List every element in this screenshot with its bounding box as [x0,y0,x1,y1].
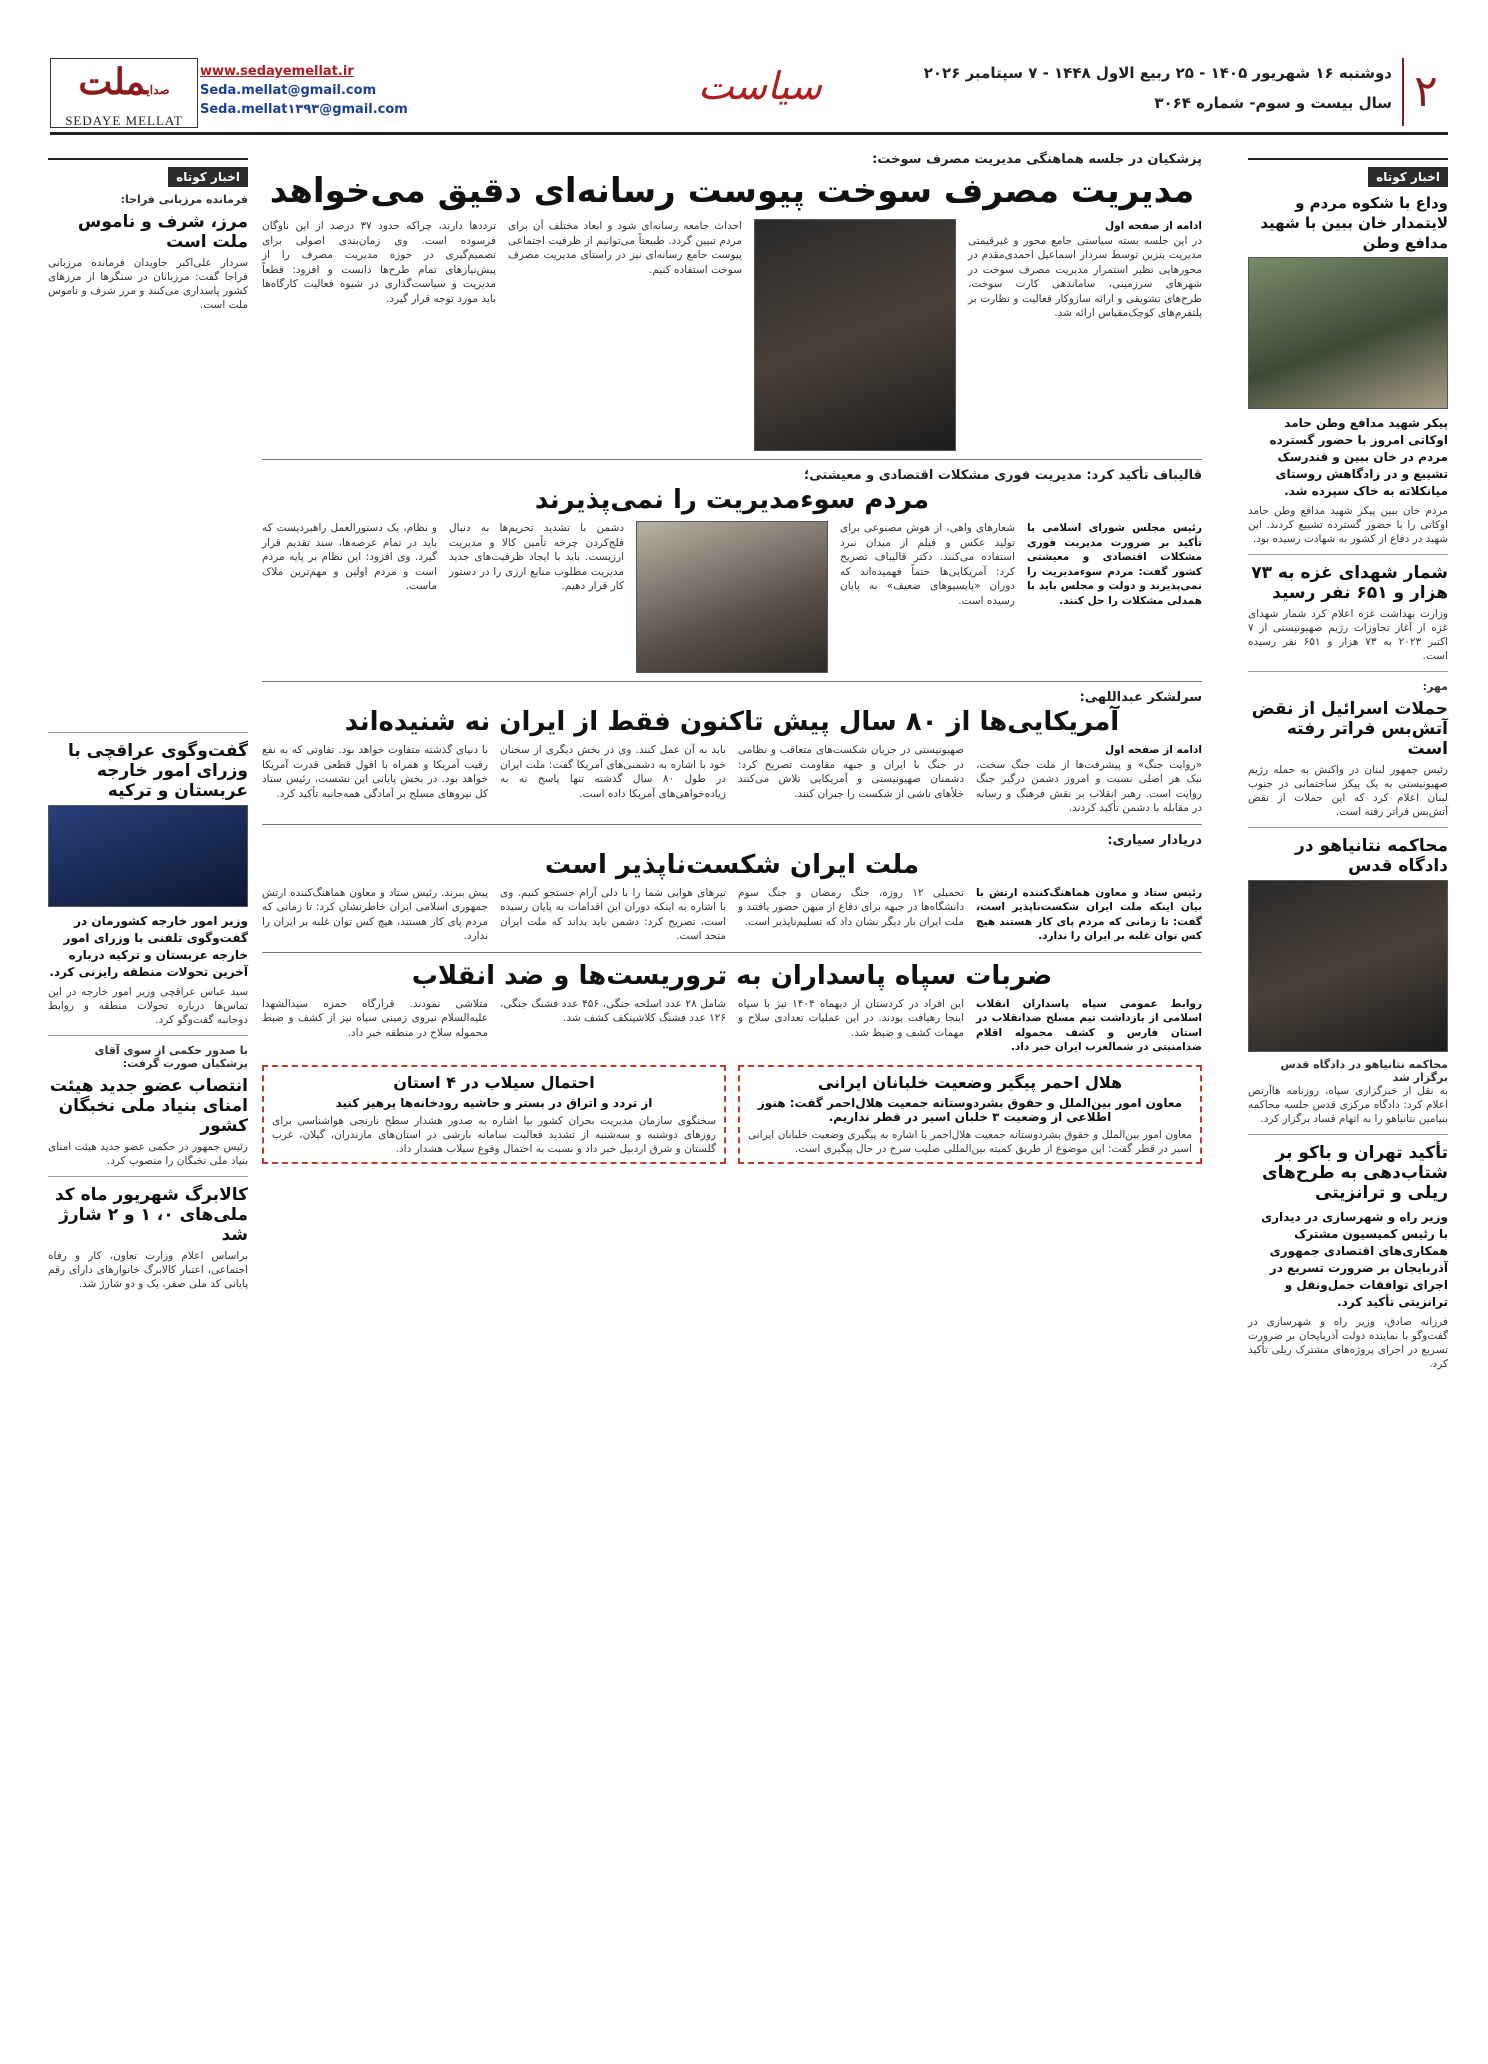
sidebar-kicker: با صدور حکمی از سوی آقای پزشکیان صورت گرفت: [94,1044,248,1070]
logo-english: SEDAYE MELLAT [65,113,183,128]
story-column: ترددها دارند، چراکه حدود ۳۷ درصد از این ناوگان فرسوده است. وی زمان‌بندی اصولی برای تصمیم‌گیری در حوزه مدیریت مصرف را از پیش‌نیازهای تمام طرح‌ها دانست و افزود: قطعاً مدیریت و سیاست‌گذاری در شیوه فعالیت کارگاه‌ها باید مورد توجه قرار گیرد. [262,220,497,305]
story-kicker: قالیباف تأکید کرد: مدیریت فوری مشکلات اقتصادی و معیشتی؛ [804,468,1202,483]
sidebar-headline: کالابرگ شهریور ماه کد ملی‌های ۰، ۱ و ۲ شارژ شد [54,1185,248,1245]
sidebar-body: رئیس جمهور لبنان در واکنش به حمله رژیم صهیونیستی به یک پیکر ساختمانی در جنوب لبنان اعلام کرد که این حملات از نقض آتش‌بس فراتر رفته است. [1248,764,1448,818]
story-sayari [262,833,1202,953]
story-column: رئیس ستاد و معاون هماهنگ‌کننده ارتش با بیان اینکه ملت ایران شکست‌ناپذیر است، گفت: تا زمانی که مردم پای کار هستند هیچ کس توان غلبه بر ایران را ندارد. [976,886,1202,942]
sidebar-lead: وزیر راه و شهرسازی در دیداری با رئیس کمیسیون مشترک همکاری‌های اقتصادی جمهوری آذربایجان بر ضرورت تسریع در اجرای توافقات حمل‌ونقل و ترانزیتی تأکید کرد. [1261,1210,1448,1309]
sidebar-body: براساس اعلام وزارت تعاون، کار و رفاه اجتماعی، اعتبار کالابرگ خانوارهای دارای رقم پایانی کد ملی صفر، یک و دو شارژ شد. [48,1250,248,1290]
sidebar-body: به نقل از خبرگزاری سپاه، روزنامه هاآرتص اعلام کرد: دادگاه مرکزی قدس جلسه محاکمه بنیامین نتانیاهو را به اتهام فساد برگزار کرد. [1248,1085,1448,1125]
sidebar-body: فرزانه صادق، وزیر راه و شهرسازی در گفت‌وگو با نماینده دولت آذربایجان بر ضرورت تسریع در اجرای پروژه‌های مشترک ریلی تأکید کرد. [1248,1316,1448,1370]
website-link[interactable]: www.sedayemellat.ir [200,64,354,79]
story-column: دشمن با تشدید تحریم‌ها به دنبال فلج‌کردن چرخه تأمین کالا و مدیریت ارزیست. باید با ایجاد ظرفیت‌های جدید مدیریت مطلوب منابع ارزی را در دستور کار قرار دهیم. [449,522,624,592]
story-kicker: سرلشکر عبداللهی: [1079,690,1202,705]
sidebar-headline: مرز، شرف و ناموس ملت است [77,212,248,252]
story-headline: مدیریت مصرف سوخت پیوست رسانه‌ای دقیق می‌خواهد [269,171,1195,211]
story-headline: ضربات سپاه پاسداران به تروریست‌ها و ضد انقلاب [411,960,1053,991]
story-column: شعارهای واهی، از هوش مصنوعی برای تولید عکس و فیلم از میدان نبرد استفاده می‌کنند. دکتر قالیباف تصریح کرد: آمریکایی‌ها حتماً فهمیده‌اند که دوران «پایسیوهای ضعیف» به پایان رسیده است. [840,522,1015,607]
sidebar-headline: محاکمه نتانیاهو در دادگاه قدس [1295,836,1448,876]
page-number: ۲ [1402,58,1448,126]
story-irgc [262,961,1202,1172]
sidebar-headline: حملات اسرائیل از نقض آتش‌بس فراتر رفته است [1251,699,1448,759]
box-body: سخنگوی سازمان مدیریت بحران کشور بیا اشاره به صدور هشدار سطح نارنجی هواشناسی برای روزهای دوشنبه و سه‌شنبه از تشدید فعالیت سامانه بارشی در استان‌های مازندران، گیلان، غرب گلستان و شرق اردبیل خبر داد و نسبت به احتمال وقوع سیلاب هشدار داد. [272,1114,716,1155]
left-sidebar [48,158,248,1291]
story-column: متلاشی نمودند. قرارگاه حمزه سیدالشهدا علیه‌السلام نیروی زمینی سپاه نیز از کشف و ضبط محموله سلاح در منطقه خبر داد. [262,997,488,1039]
story-column: احداث جامعه رسانه‌ای شود و ابعاد مختلف آن برای مردم تبیین گردد. طبیعتاً می‌توانیم از ظرفیت اجتماعی پیوست جامع رسانه‌ای نیز در راستای مدیریت مصرف سوخت استفاده کنیم. [508,220,742,276]
story-ghalibaf [262,468,1202,682]
sidebar-headline: انتصاب عضو جدید هیئت امنای بنیاد ملی نخبگان کشور [49,1076,248,1136]
story-column: با دنیای گذشته متفاوت خواهد بود. تفاوتی که به نفع رقیب آمریکا و همراه با افول قطعی قدرت آمریکا خواهد بود. در بخش پایانی این نشست، رئیس ستاد کل نیروهای مسلح بر آمادگی همه‌جانبه تأکید کرد. [262,744,488,800]
ministers-photo [48,805,248,907]
story-column: رئیس مجلس شورای اسلامی با تأکید بر ضرورت مدیریت فوری مشکلات اقتصادی و معیشتی کشور گفت: مردم سوءمدیریت را نمی‌پذیرند و دولت و مجلس باید با همدلی مشکلات را حل کنند. [1027,522,1202,607]
email-link-1[interactable]: Seda.mellat@gmail.com [200,83,377,98]
section-title: سیاست [697,64,823,108]
logo-text: صدایملت [78,61,170,103]
story-headline: آمریکایی‌ها از ۸۰ سال پیش تاکنون فقط از ایران نه شنیده‌اند [344,707,1120,737]
story-column: ادامه از صفحه اول در این جلسه بسته سیاستی جامع محور و غیرقیمتی مدیریت بنزین توسط سردار اسماعیل احمدی‌مقدم در محورهایی نظیر استمرار مدیریت مصرف سوخت در شهرهای سرزمینی، ساماندهی کارت سوخت، طرح‌های تشویقی و ارائه سازوکار فعالیت و نظارت بر پلتفرم‌های کوچک‌مقیاس ارائه شد. [968,220,1202,319]
story-fuel-management [262,152,1202,460]
story-column: تحمیلی ۱۲ روزه، جنگ رمضان و جنگ سوم دانشگاه‌ها در جبهه برای دفاع از میهن حضور یافتند و ملت ایران بار دیگر نشان داد که تسلیم‌ناپذیر است. [738,886,964,928]
email-link-2[interactable]: Seda.mellat۱۳۹۳@gmail.com [200,102,408,117]
story-kicker: دریادار سیاری: [1107,832,1202,848]
story-column: و نظام، یک دستورالعمل راهبردیست که باید در تمام عرصه‌ها، سند تقدیم قرار گیرد. وی افزود: این نظام بر پایه مردم است و مردم اولین و مهم‌ترین ملاک ماست. [262,522,437,592]
main-column [262,152,1202,1180]
sidebar-lead: پیکر شهید مدافع وطن حامد اوکاتی امروز با حضور گسترده مردم در خان ببین و قندرسک تشییع و در زادگاهش روستای میانکلاته به خاک سپرده شد. [1269,416,1448,498]
netanyahu-photo [1248,880,1448,1052]
box-headline: احتمال سیلاب در ۴ استان [393,1072,595,1092]
photo-caption: محاکمه نتانیاهو در دادگاه قدس برگزار شد [1280,1058,1448,1084]
story-abdollahi [262,690,1202,825]
page-header [50,58,1448,128]
short-news-tag: اخبار کوتاه [168,167,248,187]
sidebar-headline: شمار شهدای غزه به ۷۳ هزار و ۶۵۱ نفر رسید [1251,563,1448,603]
sidebar-headline: گفت‌وگوی عراقچی با وزرای امور خارجه عربستان و ترکیه [67,741,248,801]
sidebar-headline: تأکید تهران و باکو بر شتاب‌دهی به طرح‌های ریلی و ترانزیتی [1262,1143,1448,1203]
newspaper-logo [50,58,198,128]
date-line: دوشنبه ۱۶ شهریور ۱۴۰۵ - ۲۵ ربیع الاول ۱۴۴۸ - ۷ سپتامبر ۲۰۲۶ [923,64,1392,82]
ghalibaf-photo [636,521,828,673]
story-column: ادامه از صفحه اول «روایت جنگ» و پیشرفت‌ها از ملت جنگ سخت، نیک هر اصلی نسبت و امروز دشمن درگیر جنگ روایت است. رهبر انقلاب بر نقش فرهنگ و رسانه در مقابله با دشمن تأکید کردند. [976,744,1202,814]
sidebar-body: سید عباس عراقچی وزیر امور خارجه در این تماس‌ها درباره تحولات منطقه و روابط دوجانبه گفت‌وگو کرد. [48,986,248,1026]
sidebar-body: مردم خان ببین پیکر شهید مدافع وطن حامد اوکاتی را با حضور گسترده تشییع کردند. این شهید در دفاع از کشور به شهادت رسیده بود. [1248,505,1448,545]
pezeshkian-photo [754,219,956,451]
flood-alert-box [262,1065,726,1164]
sidebar-body: سردار علی‌اکبر جاویدان فرمانده مرزبانی فراجا گفت: مرزبانان در سنگرها از مرزهای کشور پاسداری می‌کنند و مرز شرف و ناموس ملت است. [48,257,248,311]
story-column: روابط عمومی سپاه پاسداران انقلاب اسلامی از بازداشت تیم مسلح ضدانقلاب در استان فارس و کشف محموله اقلام ضدامنیتی در شمالغرب ایران خبر داد. [976,997,1202,1053]
issue-line: سال بیست و سوم- شماره ۳۰۶۴ [1154,94,1392,112]
story-headline: ملت ایران شکست‌ناپذیر است [544,849,920,880]
story-column: پیش ببرند. رئیس ستاد و معاون هماهنگ‌کننده ارتش جمهوری اسلامی ایران خاطرنشان کرد: تا زمانی که مردم پای کار هستند، هیچ کس توان غلبه بر ایران را ندارد. [262,886,488,942]
box-subtitle: معاون امور بین‌الملل و حقوق بشردوستانه جمعیت هلال‌احمر گفت: هنوز اطلاعی از وضعیت ۳ خلبان اسیر در قطر نداریم. [757,1095,1183,1124]
story-column: شامل ۲۸ عدد اسلحه جنگی، ۴۵۶ عدد فشنگ جنگی، ۱۲۶ عدد فشنگ کلاشینکف کشف شد. [500,997,726,1024]
story-column: باید به آن عمل کنند. وی در بخش دیگری از سخنان خود با اشاره به دشمنی‌های آمریکا گفت: ملت ایران در طول ۸۰ سال گذشته تنها پاسخ نه به زیاده‌خواهی‌های آمریکا داده است. [500,744,726,800]
right-sidebar [1248,158,1448,1371]
sidebar-body: رئیس جمهور در حکمی عضو جدید هیئت امنای بنیاد ملی نخبگان را منصوب کرد. [48,1141,248,1167]
sidebar-body: وزارت بهداشت غزه اعلام کرد شمار شهدای غزه از آغاز تجاوزات رژیم صهیونیستی از ۷ اکتبر ۲۰۲۳ به ۷۳ هزار و ۶۵۱ نفر رسیده است. [1248,608,1449,662]
story-kicker: پزشکیان در جلسه هماهنگی مدیریت مصرف سوخت: [872,152,1202,167]
story-column: تیرهای هوایی شما را با دلی آرام جستجو کنیم. وی با اشاره به اینکه دوران این اقدامات به پایان رسیده است، تصریح کرد: دشمن باید بداند که ملت ایران متحد است. [500,886,726,942]
box-subtitle: از تردد و اتراق در بستر و حاشیه رودخانه‌ها پرهیز کنید [335,1095,653,1110]
box-headline: هلال احمر پیگیر وضعیت خلبانان ایرانی [817,1072,1123,1092]
sidebar-kicker: فرمانده مرزبانی فراجا: [120,193,248,206]
story-column: صهیونیستی در جریان شکست‌های متعاقب و نظامی در جنگ با ایران و جبهه مقاومت تصریح کرد: دشمنان صهیونیستی و آمریکایی تلاش می‌کنند خلأهای ناشی از شکست را جبران کنند. [738,744,964,800]
sidebar-kicker: مهر: [1422,680,1448,693]
funeral-photo [1248,257,1448,409]
sidebar-lead: وزیر امور خارجه کشورمان در گفت‌وگوی تلفنی با وزرای امور خارجه عربستان و ترکیه درباره آخرین تحولات منطقه رایزنی کرد. [49,914,248,979]
header-rule [50,132,1448,135]
sidebar-headline: وداع با شکوه مردم و لایتمدار خان ببین با شهید مدافع وطن [1260,194,1448,252]
story-headline: مردم سوءمدیریت را نمی‌پذیرند [534,485,930,515]
red-crescent-box [738,1065,1202,1164]
story-column: این افراد در کردستان از دیهماه ۱۴۰۴ نیز با سپاه اینجا رهیافت بودند. در این عملیات تعدادی سلاح و مهمات کشف و ضبط شد. [738,997,965,1039]
contact-block [200,62,408,119]
short-news-tag: اخبار کوتاه [1368,167,1448,187]
box-body: معاون امور بین‌الملل و حقوق بشردوستانه جمعیت هلال‌احمر با اشاره به پیگیری وضعیت خلبانان ایرانی اسیر در قطر گفت: این موضوع از طریق کمیته بین‌المللی صلیب سرخ در حال پیگیری است. [748,1128,1192,1155]
